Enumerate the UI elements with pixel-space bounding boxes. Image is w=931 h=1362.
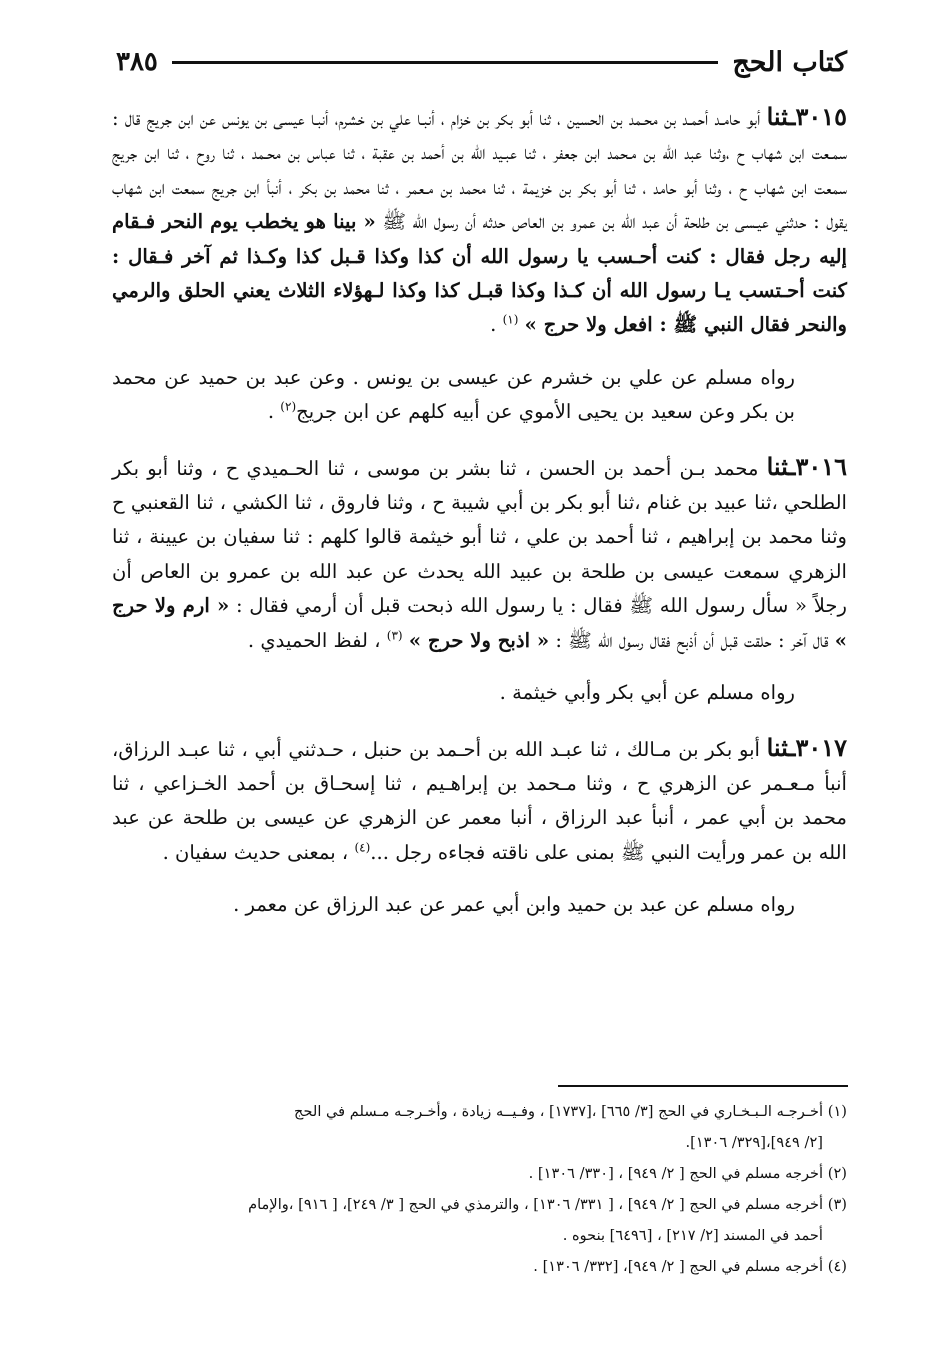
hadith-quote-2: « اذبح ولا حرج »	[408, 628, 550, 652]
riwaya-end: .	[267, 400, 281, 424]
footnote-ref: (١)	[502, 312, 519, 327]
footnote-text: (٣) أخرجه مسلم في الحج [ ٢/ ٩٤٩] ، [ ٣٣١/ ١٣٠٦] ، والترمذي في الحج [ ٣/ ٢٤٩]، [ ٩١٦] ،والإمام	[248, 1196, 847, 1213]
footnote-4	[112, 1251, 847, 1282]
footnote-text: (٤) أخرجه مسلم في الحج [ ٢/ ٩٤٩]، [٣٣٢/ ١٣٠٦] .	[533, 1258, 847, 1275]
main-text	[112, 100, 847, 943]
page-header	[116, 40, 847, 84]
riwaya-3017	[112, 888, 847, 922]
hadith-quote-1: « ارم ولا حرج »	[112, 594, 847, 652]
hadith-matn: « سأل رسول الله ﷺ فقال : يا رسول الله ذبحت قبل أن أرمي فقال :	[229, 594, 808, 618]
footnote-1	[112, 1096, 847, 1127]
hadith-number: ٣٠١٧ـ	[788, 732, 847, 762]
riwaya-3015	[112, 361, 847, 430]
page-number: ٣٨٥	[116, 47, 158, 77]
hadith-isnad: أبو حامـد أحمـد بن محـمد بن الحسين ، ثنا أبو بكر بن خزام ، أنبـا علي بن خشرم، أنبـا عيسى بن يونس عن ابن جريج قال : سمـعت ابن شهاب ح ،وثنا عبد الله بن مـحمد ابن جعفر ، ثنا عبـيد الله بن أحمد بن عقبة ، ثنا عباس بن محـمد ، ثنا روح ، ثنا ابن جريج سمعت ابن شهاب ح ، وثنا أبو حامد ، ثنا أبو بكر بن خزيمة ، ثنا محمد بن مـعمر ، ثنا محمد بن بكر ، أنبأ ابن جريج سمعت ابن شهاب يقول : حدثني عيـسى بن طلحة أن عبد الله بن عمرو بن العاص حدثه أن رسول الله ﷺ	[112, 107, 848, 234]
hadith-marker: ثنا	[766, 102, 789, 131]
hadith-marker: ثنا	[766, 451, 789, 481]
footnote-ref: (٢)	[280, 399, 297, 414]
hadith-3016	[112, 450, 847, 658]
book-title: كتاب الحج	[732, 46, 847, 78]
hadith-matn-2: قال آخر : حلقت قبل أن أذبح فقال رسول الله ﷺ :	[549, 628, 835, 652]
hadith-text: أبو بكر بن مـالك ، ثنا عبـد الله بن أحـمد بن حنبل ، حـدثني أبي ، ثنا عبـد الرزاق، أنبأ مـعـمر عن الزهري ح ، وثنا مـحمد بن إبراهـيم ، ثنا إسحـاق بن أحمد الخـزاعي ، ثنا محمد بن أبي عمر ، أنبأ عبد الرزاق ، أنبا معمر عن الزهري عن عيسى بن طلحة عن عبد الله بن عمر ورأيت النبي ﷺ بمنى على ناقته فجاءه رجل ...	[112, 737, 847, 864]
footnote-divider	[558, 1085, 848, 1087]
hadith-number: ٣٠١٦ـ	[788, 451, 847, 481]
hadith-marker: ثنا	[766, 732, 789, 762]
footnote-1-cont	[112, 1127, 847, 1158]
hadith-3015	[112, 100, 847, 343]
hadith-end: ، بمعنى حديث سفيان .	[162, 840, 355, 864]
hadith-isnad: محمد بـن أحمد بن الحسن ، ثنا بشر بن موسى ، ثنا الحـميدي ح ، وثنا أبو بكر الطلحي ،ثنا عبيد بن غنام ،ثنا أبو بكر بن أبي شيبة ح ، وثنا فاروق ، ثنا الكشي ، ثنا القعنبي ح وثنا محمد بن إبراهيم ، ثنا أحمد بن علي ، ثنا أبو خيثمة قالوا كلهم : ثنا سفيان بن عيينة ، ثنا الزهري سمعت عيسى بن طلحة بن عبيد الله يحدث عن عبد الله بن عمرو بن العاص أن رجلاً	[112, 456, 847, 618]
footnote-text: (٢) أخرجه مسلم في الحج [ ٢/ ٩٤٩] ، [٣٣٠/ ١٣٠٦] .	[528, 1165, 847, 1182]
footnote-ref: (٤)	[354, 840, 371, 855]
hadith-end: ، لفظ الحميدي .	[247, 628, 387, 652]
footnote-text: (١) أخـرجـه الـبـخـاري في الحج [٣/ ٦٦٥] ،[١٧٣٧] ، وفـيــه زيادة ، وأخـرجـه مـسلم في الحج	[294, 1103, 847, 1120]
hadith-3017	[112, 731, 847, 871]
riwaya-text: رواه مسلم عن علي بن خشرم عن عيسى بن يونس . وعن عبد بن حميد عن محمد بن بكر وعن سعيد بن يحيى الأموي عن أبيه كلهم عن ابن جريج	[112, 365, 795, 424]
riwaya-3016	[112, 676, 847, 710]
footnote-3	[112, 1189, 847, 1220]
footnote-text: أحمد في المسند [٢/ ٢١٧] ، [٦٤٩٦] بنحوه .	[562, 1227, 823, 1244]
hadith-number: ٣٠١٥ـ	[788, 102, 847, 131]
footnotes	[112, 1096, 847, 1282]
hadith-matn: « بينا هو يخطب يوم النحر فـقام إليه رجل فقال : كنت أحـسب يا رسول الله أن كذا وكذا قـبل كذا وكـذا ثم آخر فـقال : كنت أحـتسب يـا رسول الله أن كـذا وكذا قبـل كذا وكذا لـهؤلاء الثلاث يعني الحلق والرمي والنحر فقال النبي ﷺ : افعل ولا حرج »	[112, 210, 847, 337]
riwaya-text: رواه مسلم عن عبد بن حميد وابن أبي عمر عن عبد الرزاق عن معمر .	[233, 893, 795, 917]
footnote-ref: (٣)	[386, 628, 403, 643]
footnote-text: [٢/ ٩٤٩]،[٣٢٩/ ١٣٠٦].	[685, 1134, 823, 1151]
footnote-3-cont	[112, 1220, 847, 1251]
hadith-end: .	[490, 313, 503, 337]
header-rule	[172, 61, 718, 64]
footnote-2	[112, 1158, 847, 1189]
riwaya-text: رواه مسلم عن أبي بكر وأبي خيثمة .	[499, 681, 795, 705]
